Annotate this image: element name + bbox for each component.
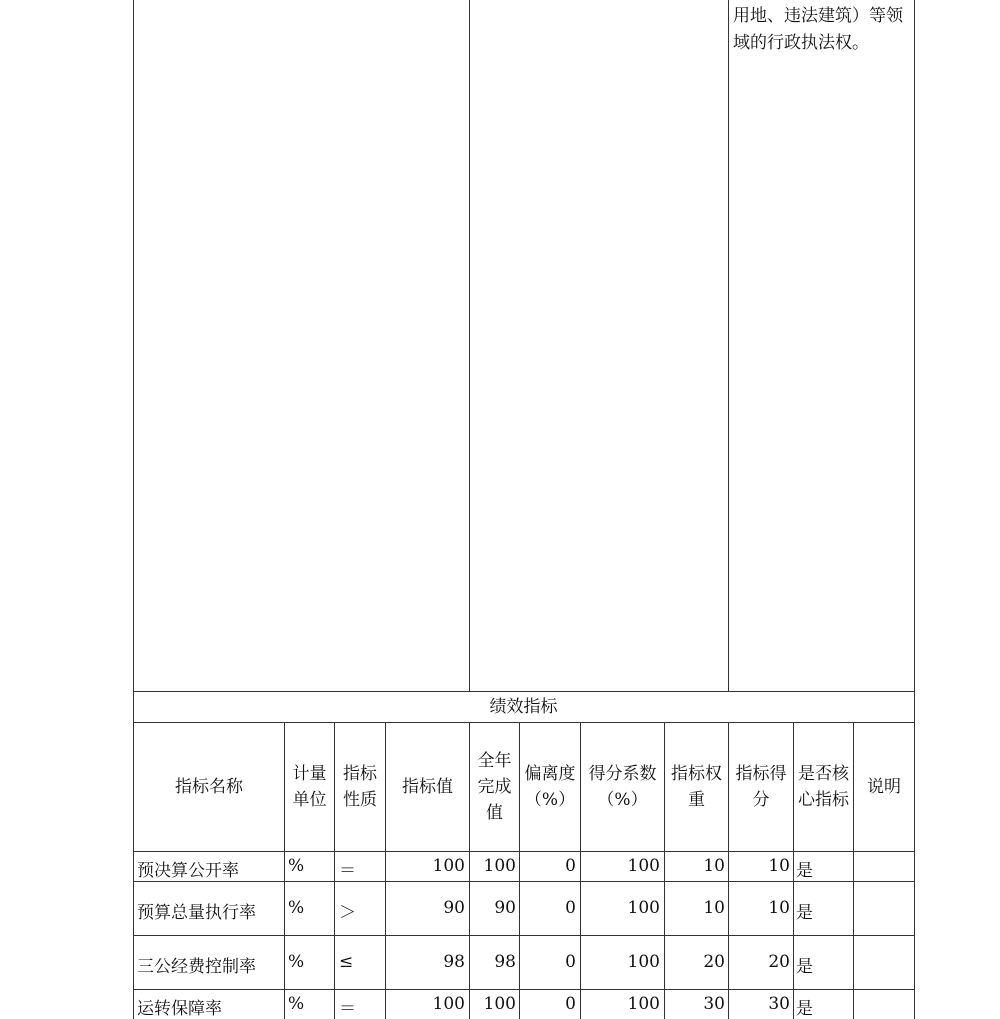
row-nature: ＝	[339, 999, 356, 1019]
header-score: 指标得 分	[735, 764, 787, 810]
row-deviation: 0	[565, 898, 576, 918]
header-name: 指标名称	[175, 777, 243, 797]
row-line-4	[133, 989, 915, 990]
row-name: 预算总量执行率	[137, 903, 256, 923]
header-deviation: 偏离度 （%）	[524, 764, 576, 810]
row-score: 20	[768, 952, 790, 972]
row-deviation: 0	[565, 952, 576, 972]
row-done: 98	[494, 952, 516, 972]
right-cell-line-1: 用地、违法建筑）等领	[733, 6, 903, 26]
row-nature: ＝	[339, 861, 356, 881]
row-weight: 20	[703, 952, 725, 972]
row-line-3	[133, 935, 915, 936]
row-value: 90	[443, 898, 465, 918]
row-unit: %	[288, 994, 305, 1014]
row-coefficient: 100	[627, 898, 660, 918]
border-left	[133, 0, 134, 1019]
row-weight: 10	[703, 898, 725, 918]
row-score: 10	[768, 898, 790, 918]
row-unit: %	[288, 898, 305, 918]
row-core: 是	[796, 957, 813, 977]
row-coefficient: 100	[627, 952, 660, 972]
row-line-2	[133, 881, 915, 882]
header-note: 说明	[867, 777, 901, 797]
header-core: 是否核 心指标	[798, 764, 849, 810]
row-core: 是	[796, 861, 813, 881]
row-score: 10	[768, 856, 790, 876]
border-mid-1	[469, 0, 470, 692]
header-nature: 指标 性质	[343, 764, 377, 810]
row-deviation: 0	[565, 856, 576, 876]
row-value: 98	[443, 952, 465, 972]
row-value: 100	[432, 994, 465, 1014]
row-score: 30	[768, 994, 790, 1014]
row-weight: 10	[703, 856, 725, 876]
row-coefficient: 100	[627, 856, 660, 876]
header-weight: 指标权 重	[671, 764, 722, 810]
row-name: 运转保障率	[137, 999, 222, 1019]
header-done: 全年 完成 值	[477, 751, 512, 823]
row-core: 是	[796, 999, 813, 1019]
header-coefficient: 得分系数 （%）	[588, 764, 657, 810]
row-value: 100	[432, 856, 465, 876]
section-title: 绩效指标	[489, 697, 558, 717]
row-name: 预决算公开率	[137, 861, 239, 881]
row-nature: ≤	[339, 952, 354, 972]
right-cell-line-2: 域的行政执法权。	[733, 33, 869, 53]
row-weight: 30	[703, 994, 725, 1014]
row-unit: %	[288, 856, 305, 876]
row-coefficient: 100	[627, 994, 660, 1014]
row-line-1	[133, 851, 915, 852]
row-done: 100	[483, 994, 516, 1014]
row-name: 三公经费控制率	[137, 957, 256, 977]
row-done: 90	[494, 898, 516, 918]
row-core: 是	[796, 903, 813, 923]
border-right	[914, 0, 915, 1019]
header-unit: 计量 单位	[292, 764, 327, 810]
border-mid-2	[728, 0, 729, 692]
row-done: 100	[483, 856, 516, 876]
row-unit: %	[288, 952, 305, 972]
header-value: 指标值	[402, 777, 453, 797]
row-deviation: 0	[565, 994, 576, 1014]
row-nature: ＞	[339, 903, 356, 923]
